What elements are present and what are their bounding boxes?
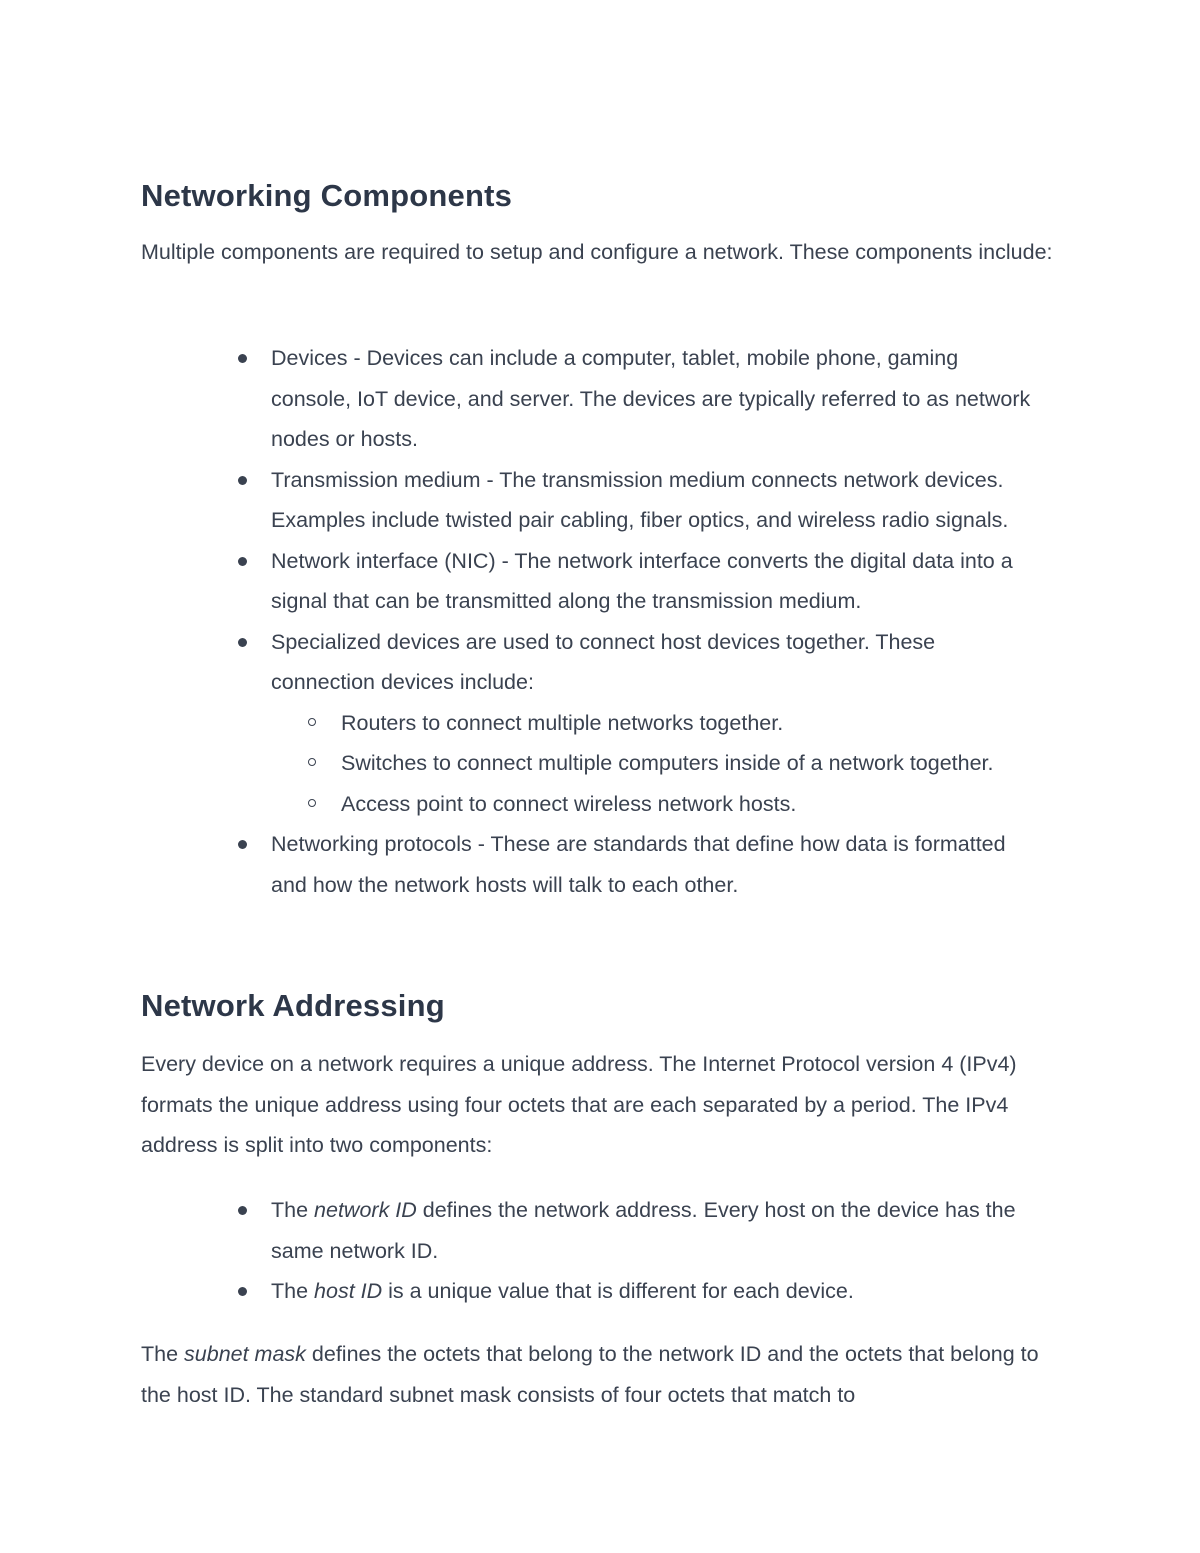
- list-item-text: Network interface (NIC) - The network interface converts the digital data into a signal that can be transmitted along the transmission medium.: [271, 548, 1013, 613]
- paragraph-suffix: defines the octets that belong to the network ID and the octets that belong to the host ID. The standard subnet mask consists of four octets that match to: [141, 1342, 1039, 1407]
- list-item-prefix: The: [271, 1279, 315, 1303]
- bullet-icon: [238, 476, 247, 485]
- sub-list-item-text: Switches to connect multiple computers inside of a network together.: [341, 751, 994, 775]
- hollow-bullet-icon: [308, 718, 316, 726]
- list-item-suffix: is a unique value that is different for each device.: [382, 1279, 854, 1303]
- term-subnet-mask: subnet mask: [184, 1342, 306, 1366]
- connection-devices-sublist: [271, 703, 1031, 825]
- list-item-text: Devices - Devices can include a computer, tablet, mobile phone, gaming console, IoT device, and server. The devices are typically referred to as network nodes or hosts.: [271, 346, 1031, 451]
- sub-list-item-text: Routers to connect multiple networks together.: [341, 710, 784, 735]
- sub-list-item: [271, 703, 1031, 744]
- list-item: [141, 541, 1061, 622]
- bullet-icon: [238, 638, 247, 647]
- bullet-icon: [238, 1206, 247, 1215]
- networking-components-intro: Multiple components are required to setup and configure a network. These components include:: [141, 240, 1053, 264]
- hollow-bullet-icon: [308, 799, 316, 807]
- list-item-text: Networking protocols - These are standards that define how data is formatted and how the network hosts will talk to each other.: [271, 832, 1006, 897]
- list-item: [141, 338, 1061, 460]
- heading-networking-components: Networking Components: [141, 178, 513, 213]
- heading-network-addressing: Network Addressing: [141, 988, 445, 1023]
- list-item: [141, 824, 1061, 905]
- term-host-id: host ID: [314, 1279, 383, 1303]
- sub-list-item-text: Access point to connect wireless network hosts.: [341, 791, 797, 816]
- list-item: [141, 1190, 1061, 1271]
- list-item-prefix: The: [271, 1198, 315, 1222]
- list-item-suffix: defines the network address. Every host on the device has the same network ID.: [271, 1198, 1016, 1263]
- list-item-text: Specialized devices are used to connect host devices together. These connection devices include:: [271, 629, 936, 694]
- list-item-text: Transmission medium - The transmission medium connects network devices. Examples include twisted pair cabling, fiber optics, and wireless radio signals.: [271, 467, 1009, 532]
- bullet-icon: [238, 557, 247, 566]
- hollow-bullet-icon: [308, 758, 316, 766]
- sub-list-item: [271, 784, 1031, 825]
- sub-list-item: [271, 743, 1031, 784]
- list-item: [141, 622, 1061, 825]
- bullet-icon: [238, 354, 247, 363]
- list-item: [141, 460, 1061, 541]
- network-addressing-intro: Every device on a network requires a unique address. The Internet Protocol version 4 (IPv4) formats the unique address using four octets that are each separated by a period. The IPv4 address is split into two components:: [141, 1052, 1017, 1157]
- networking-components-list: [141, 338, 1061, 905]
- bullet-icon: [238, 840, 247, 849]
- bullet-icon: [238, 1287, 247, 1296]
- list-item: [141, 1271, 1061, 1312]
- network-addressing-list: [141, 1190, 1061, 1312]
- paragraph-prefix: The: [141, 1342, 185, 1366]
- subnet-mask-paragraph: [141, 1334, 1041, 1415]
- term-network-id: network ID: [314, 1198, 417, 1222]
